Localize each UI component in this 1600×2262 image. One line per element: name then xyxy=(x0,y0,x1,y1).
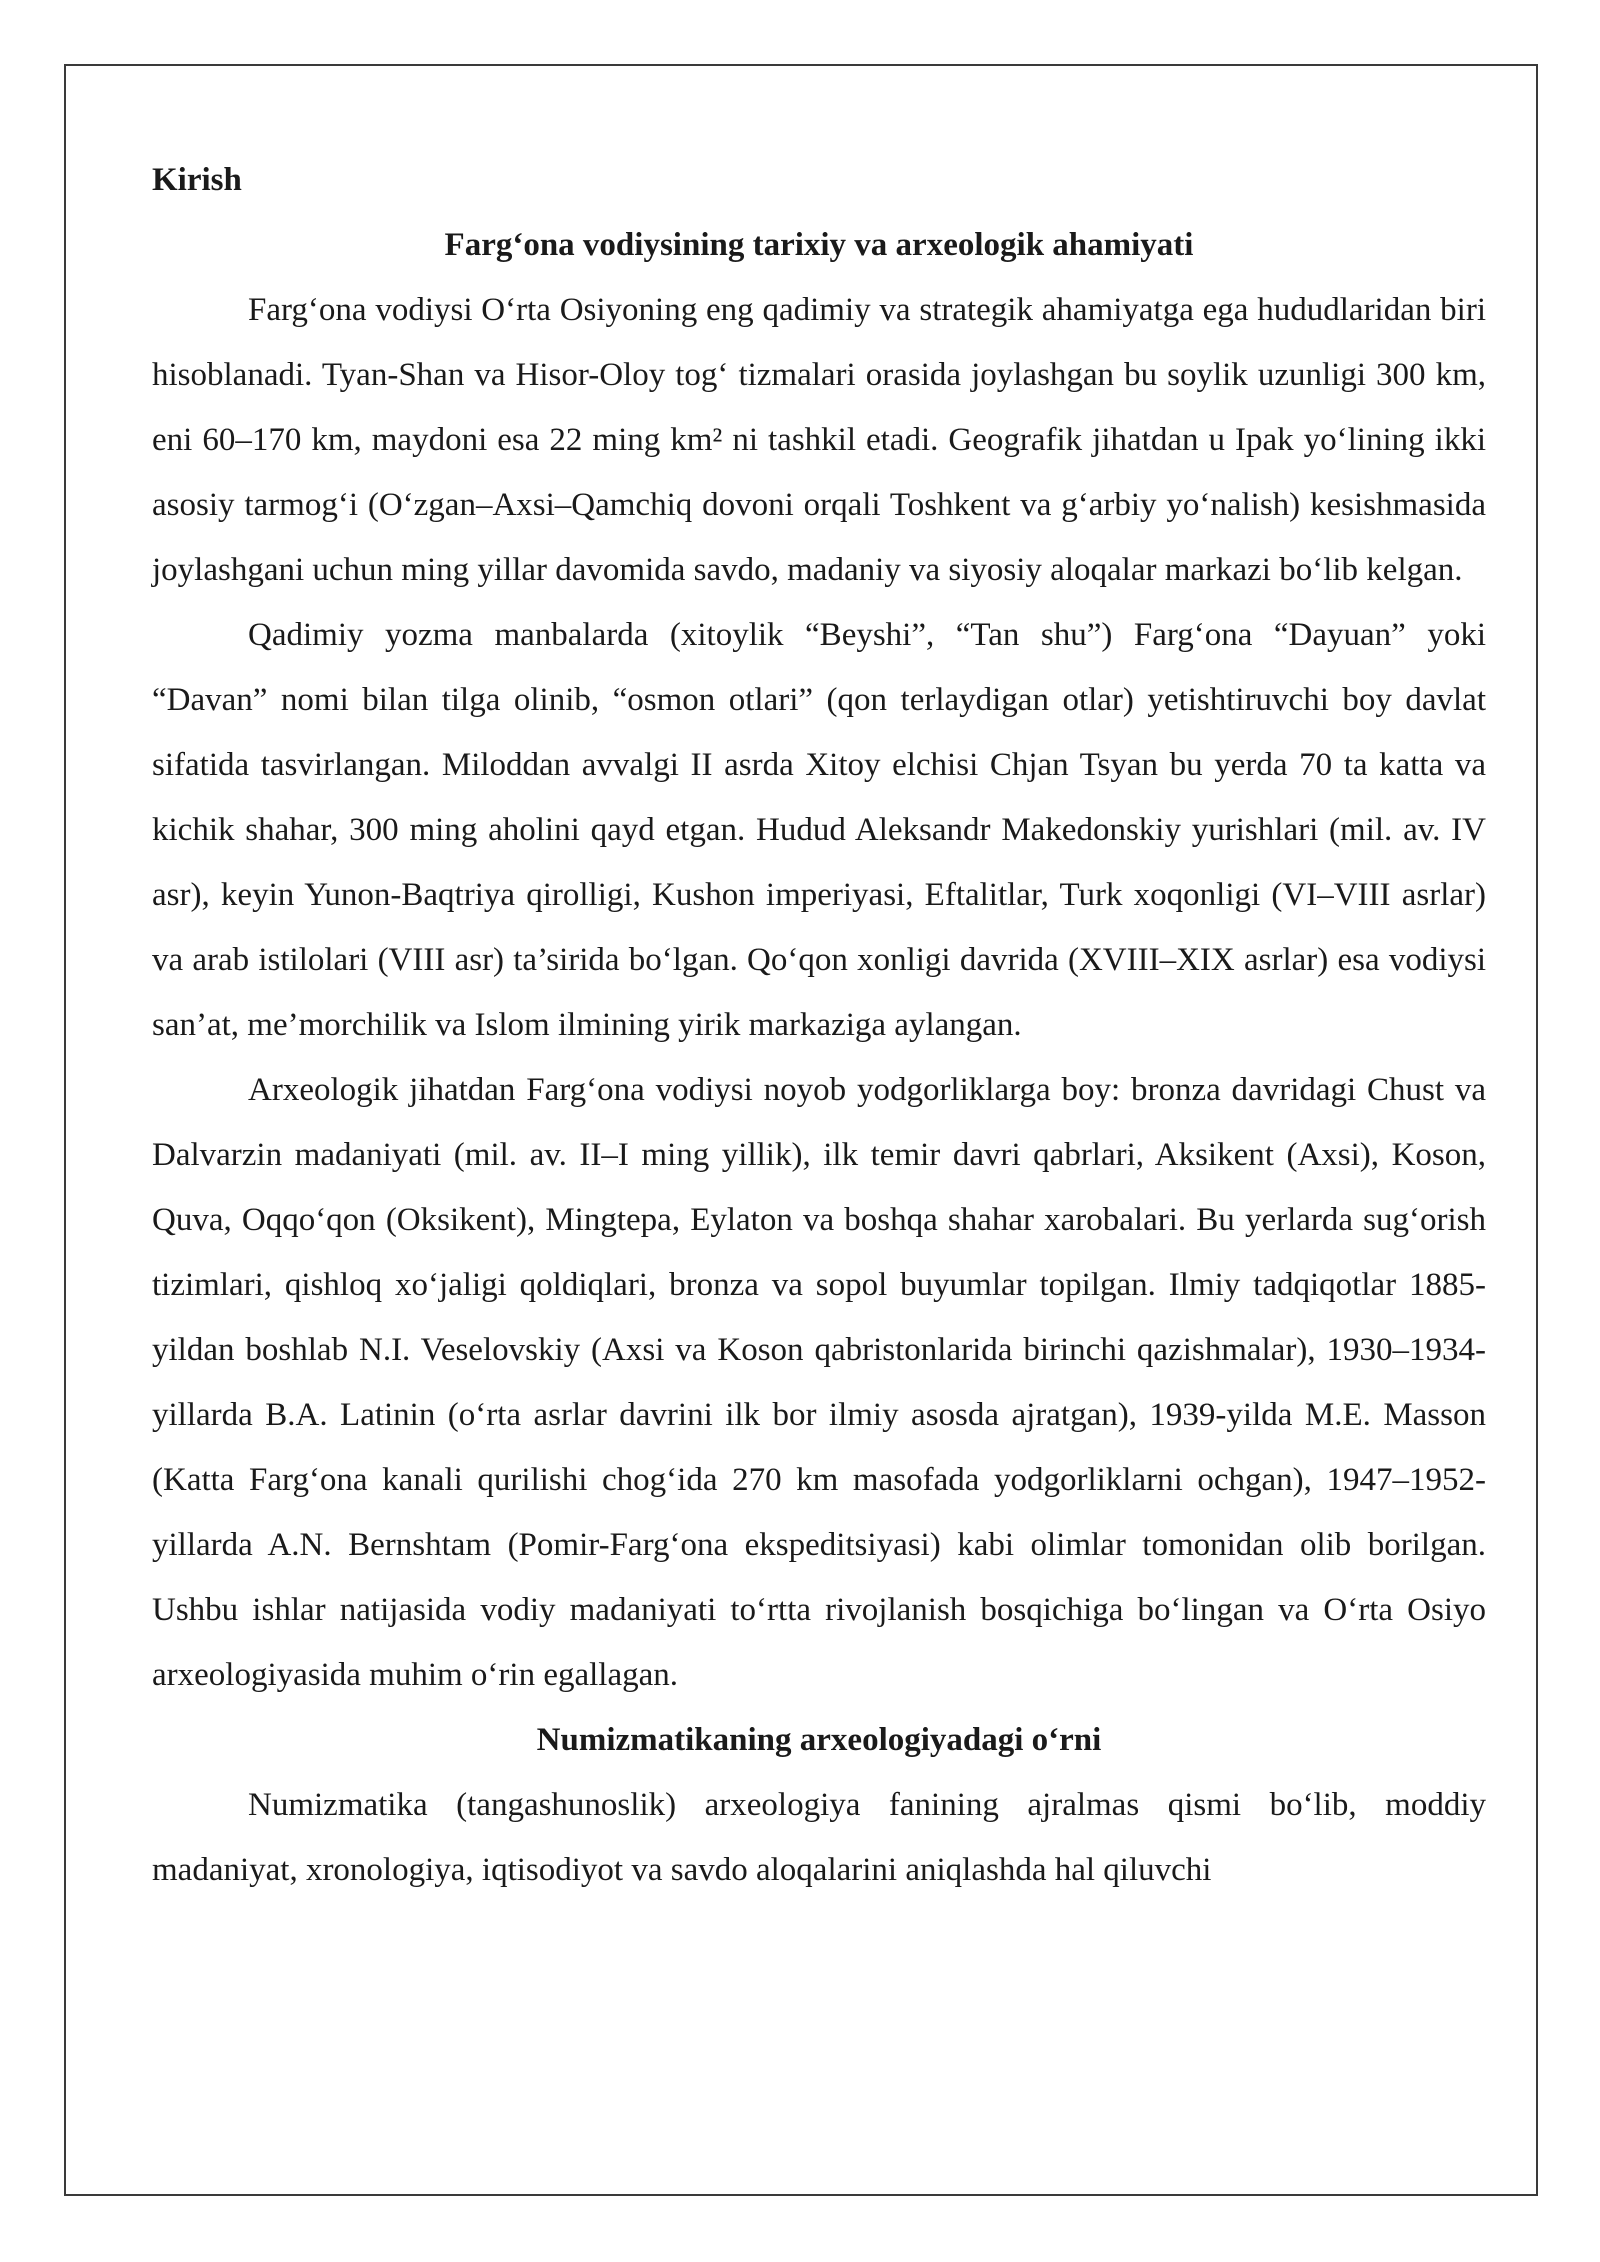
paragraph-geography: Farg‘ona vodiysi O‘rta Osiyoning eng qadimiy va strategik ahamiyatga ega hududlaridan biri hisoblanadi. Tyan-Shan va Hisor-Oloy tog‘ tizmalari orasida joylashgan bu soylik uzunligi 300 km, eni 60–170 km, maydoni esa 22 ming km² ni tashkil etadi. Geografik jihatdan u Ipak yo‘lining ikki asosiy tarmog‘i (O‘zgan–Axsi–Qamchiq dovoni orqali Toshkent va g‘arbiy yo‘nalish) kesishmasida joylashgani uchun ming yillar davomida savdo, madaniy va siyosiy aloqalar markazi bo‘lib kelgan. xyxy=(152,292,1486,588)
section-heading-fergana-history: Farg‘ona vodiysining tarixiy va arxeologik ahamiyati xyxy=(444,227,1194,263)
document-body xyxy=(152,148,1486,1903)
section-heading-numismatics: Numizmatikaning arxeologiyadagi o‘rni xyxy=(536,1722,1102,1758)
document-label: Kirish xyxy=(152,162,242,198)
paragraph-written-sources: Qadimiy yozma manbalarda (xitoylik “Beyshi”, “Tan shu”) Farg‘ona “Dayuan” yoki “Davan” nomi bilan tilga olinib, “osmon otlari” (qon terlaydigan otlar) yetishtiruvchi boy davlat sifatida tasvirlangan. Miloddan avvalgi II asrda Xitoy elchisi Chjan Tsyan bu yerda 70 ta katta va kichik shahar, 300 ming aholini qayd etgan. Hudud Aleksandr Makedonskiy yurishlari (mil. av. IV asr), keyin Yunon-Baqtriya qirolligi, Kushon imperiyasi, Eftalitlar, Turk xoqonligi (VI–VIII asrlar) va arab istilolari (VIII asr) ta’sirida bo‘lgan. Qo‘qon xonligi davrida (XVIII–XIX asrlar) esa vodiysi san’at, me’morchilik va Islom ilmining yirik markaziga aylangan. xyxy=(152,617,1486,1043)
paragraph-archaeology: Arxeologik jihatdan Farg‘ona vodiysi noyob yodgorliklarga boy: bronza davridagi Chust va Dalvarzin madaniyati (mil. av. II–I ming yillik), ilk temir davri qabrlari, Aksikent (Axsi), Koson, Quva, Oqqo‘qon (Oksikent), Mingtepa, Eylaton va boshqa shahar xarobalari. Bu yerlarda sug‘orish tizimlari, qishloq xo‘jaligi qoldiqlari, bronza va sopol buyumlar topilgan. Ilmiy tadqiqotlar 1885-yildan boshlab N.I. Veselovskiy (Axsi va Koson qabristonlarida birinchi qazishmalar), 1930–1934-yillarda B.A. Latinin (o‘rta asrlar davrini ilk bor ilmiy asosda ajratgan), 1939-yilda M.E. Masson (Katta Farg‘ona kanali qurilishi chog‘ida 270 km masofada yodgorliklarni ochgan), 1947–1952-yillarda A.N. Bernshtam (Pomir-Farg‘ona ekspeditsiyasi) kabi olimlar tomonidan olib borilgan. Ushbu ishlar natijasida vodiy madaniyati to‘rtta rivojlanish bosqichiga bo‘lingan va O‘rta Osiyo arxeologiyasida muhim o‘rin egallagan. xyxy=(152,1072,1486,1693)
paragraph-numismatics: Numizmatika (tangashunoslik) arxeologiya fanining ajralmas qismi bo‘lib, moddiy madaniyat, xronologiya, iqtisodiyot va savdo aloqalarini aniqlashda hal qiluvchi xyxy=(152,1787,1486,1888)
